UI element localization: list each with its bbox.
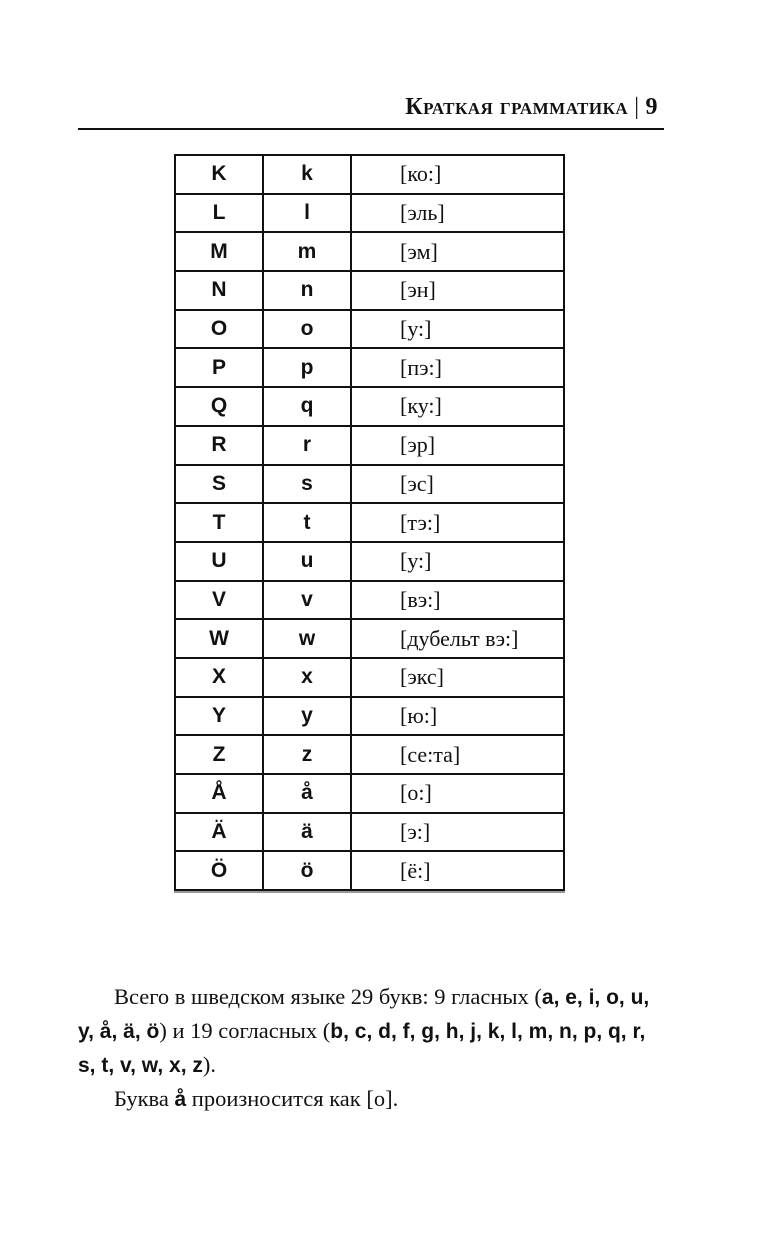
lowercase-letter: u [263, 542, 351, 581]
pronunciation: [дубельт вэ:] [351, 619, 564, 658]
alphabet-row [175, 310, 564, 349]
alphabet-table-body [175, 155, 564, 890]
alphabet-row [175, 851, 564, 890]
alphabet-row [175, 619, 564, 658]
header-separator: | [634, 94, 640, 120]
pronunciation: [эр] [351, 426, 564, 465]
lowercase-letter: t [263, 503, 351, 542]
alphabet-row [175, 465, 564, 504]
alphabet-row [175, 387, 564, 426]
paragraph-text: ) и 19 согласных ( [159, 1018, 331, 1043]
pronunciation: [эс] [351, 465, 564, 504]
lowercase-letter: q [263, 387, 351, 426]
lowercase-letter: m [263, 232, 351, 271]
pronunciation: [о:] [351, 774, 564, 813]
lowercase-letter: l [263, 194, 351, 233]
pronunciation: [пэ:] [351, 348, 564, 387]
alphabet-row [175, 658, 564, 697]
pronunciation: [эн] [351, 271, 564, 310]
paragraph-text: Всего в шведском языке 29 букв: 9 гласных ( [114, 984, 542, 1009]
vowel-list: a, e, i, o, u, y, å, ä, ö [78, 986, 650, 1043]
running-header [78, 92, 664, 130]
lowercase-letter: n [263, 271, 351, 310]
consonant-list: b, c, d, f, g, h, j, k, l, m, n, p, q, r, s, t, v, w, x, z [78, 1020, 646, 1077]
pronunciation: [экс] [351, 658, 564, 697]
alphabet-row [175, 155, 564, 194]
lowercase-letter: y [263, 697, 351, 736]
pronunciation: [ко:] [351, 155, 564, 194]
lowercase-letter: s [263, 465, 351, 504]
pronunciation: [ку:] [351, 387, 564, 426]
uppercase-letter: V [175, 581, 263, 620]
uppercase-letter: K [175, 155, 263, 194]
uppercase-letter: O [175, 310, 263, 349]
alphabet-row [175, 348, 564, 387]
uppercase-letter: Y [175, 697, 263, 736]
pronunciation: [ё:] [351, 851, 564, 890]
uppercase-letter: Z [175, 735, 263, 774]
alphabet-row [175, 271, 564, 310]
alphabet-row [175, 697, 564, 736]
alphabet-row [175, 735, 564, 774]
header-title: Краткая грамматика [405, 94, 629, 120]
body-text [78, 980, 668, 1116]
alphabet-row [175, 503, 564, 542]
alphabet-row [175, 581, 564, 620]
alphabet-row [175, 542, 564, 581]
lowercase-letter: w [263, 619, 351, 658]
uppercase-letter: W [175, 619, 263, 658]
pronunciation-paragraph [78, 1082, 668, 1116]
pronunciation: [эль] [351, 194, 564, 233]
pronunciation: [тэ:] [351, 503, 564, 542]
uppercase-letter: N [175, 271, 263, 310]
lowercase-letter: ä [263, 813, 351, 852]
uppercase-letter: R [175, 426, 263, 465]
uppercase-letter: Ä [175, 813, 263, 852]
letter-count-paragraph [78, 980, 668, 1082]
uppercase-letter: X [175, 658, 263, 697]
paragraph-text: произносится как [о]. [186, 1086, 399, 1111]
uppercase-letter: T [175, 503, 263, 542]
paragraph-text: Буква [114, 1086, 175, 1111]
header-text [405, 94, 658, 121]
lowercase-letter: o [263, 310, 351, 349]
pronunciation: [эм] [351, 232, 564, 271]
lowercase-letter: ö [263, 851, 351, 890]
pronunciation: [у:] [351, 542, 564, 581]
uppercase-letter: Å [175, 774, 263, 813]
alphabet-row [175, 426, 564, 465]
paragraph-text: ). [202, 1052, 216, 1077]
uppercase-letter: Ö [175, 851, 263, 890]
lowercase-letter: x [263, 658, 351, 697]
pronunciation: [се:та] [351, 735, 564, 774]
lowercase-letter: å [263, 774, 351, 813]
pronunciation: [э:] [351, 813, 564, 852]
lowercase-letter: z [263, 735, 351, 774]
uppercase-letter: S [175, 465, 263, 504]
lowercase-letter: p [263, 348, 351, 387]
lowercase-letter: k [263, 155, 351, 194]
alphabet-row [175, 774, 564, 813]
alphabet-row [175, 194, 564, 233]
page-number: 9 [645, 94, 658, 120]
lowercase-letter: v [263, 581, 351, 620]
lowercase-letter: r [263, 426, 351, 465]
uppercase-letter: M [175, 232, 263, 271]
uppercase-letter: U [175, 542, 263, 581]
pronunciation: [ю:] [351, 697, 564, 736]
pronunciation: [у:] [351, 310, 564, 349]
uppercase-letter: Q [175, 387, 263, 426]
uppercase-letter: P [175, 348, 263, 387]
alphabet-row [175, 813, 564, 852]
pronunciation: [вэ:] [351, 581, 564, 620]
alphabet-row [175, 232, 564, 271]
alphabet-table [174, 154, 565, 891]
highlighted-letter: å [174, 1088, 187, 1111]
uppercase-letter: L [175, 194, 263, 233]
